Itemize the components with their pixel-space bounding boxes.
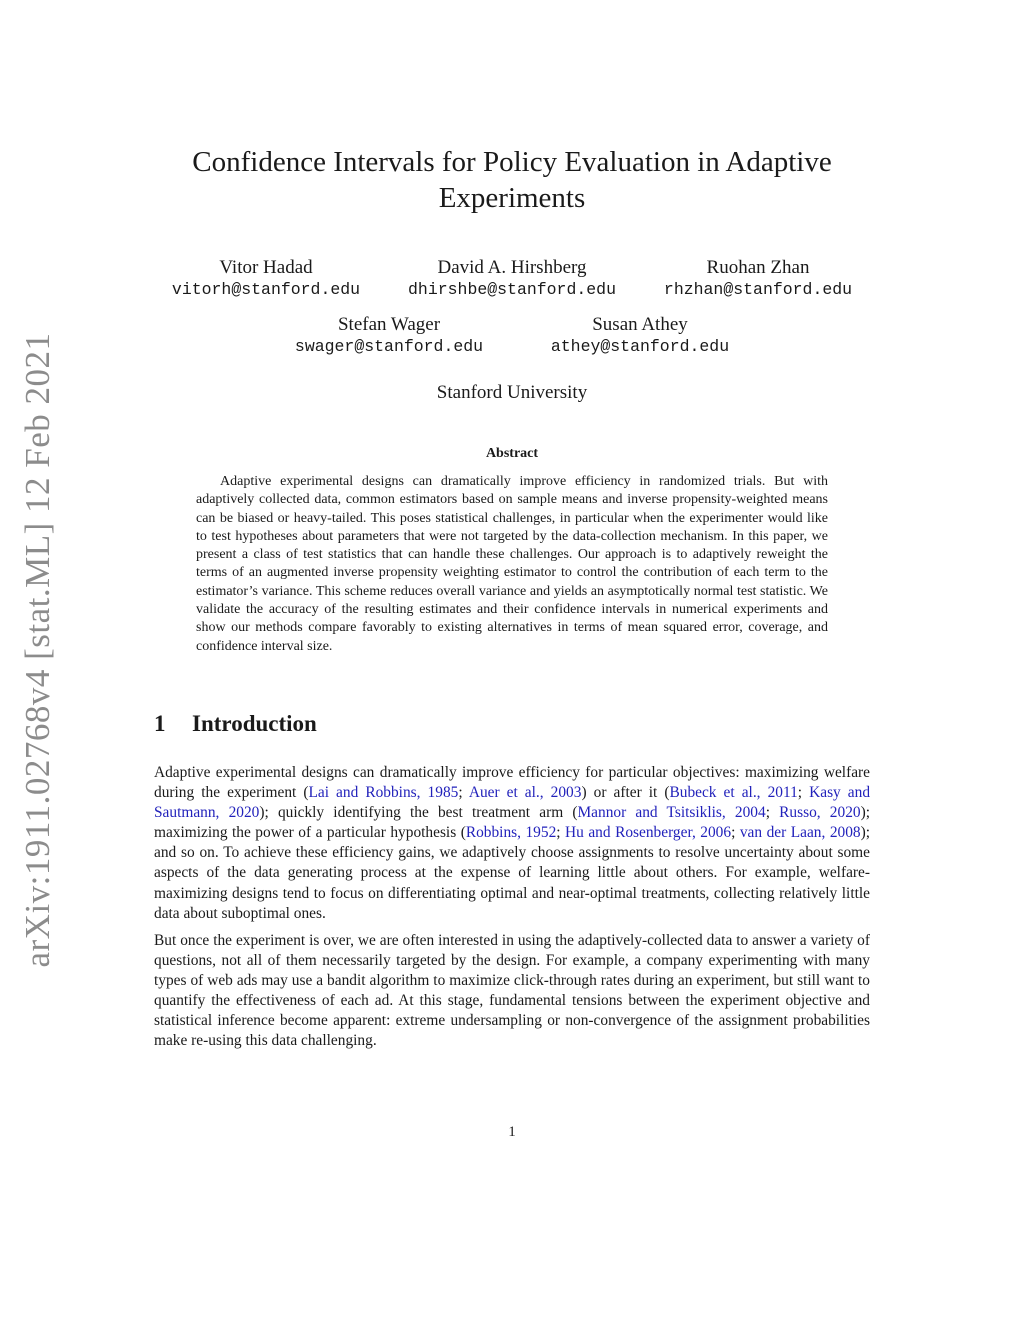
text-run: Adaptive experimental designs can dramatically improve efficiency for particular objectives: maximizing welfare during the experiment ( [154, 764, 870, 802]
introduction-body [154, 763, 870, 1058]
citation-link[interactable]: Bubeck et al., 2011 [669, 784, 798, 802]
author-name: David A. Hirshberg [437, 257, 587, 278]
citation-link[interactable]: Auer et al., 2003 [468, 784, 582, 802]
author-email[interactable]: rhzhan@stanford.edu [663, 280, 853, 299]
citation-link[interactable]: Hu and Rosenberger, 2006 [565, 824, 732, 842]
paragraph-2: But once the experiment is over, we are often interested in using the adaptively-collected data to answer a variety of questions, not all of them necessarily targeted by the design. For example, a company experimenting with many types of web ads may use a bandit algorithm to maximize click-through rates during an experiment, but still want to quantify the effectiveness of each ad. At this stage, fundamental tensions between the experiment objective and statistical inference become apparent: extreme undersampling or non-convergence of the assignment probabilities make re-using this data challenging. [154, 931, 870, 1050]
text-run: ); and so on. To achieve these efficiency gains, we adaptively choose assignments to resolve uncertainty about some aspects of the data generating process at the expense of learning little about others. For example, welfare-maximizing designs tend to focus on differentiating optimal and near-optimal treatments, collecting relatively little data about suboptimal ones. [154, 824, 871, 922]
arxiv-sidebar [8, 332, 68, 968]
author-block [382, 256, 642, 301]
text-run: ; [556, 824, 566, 842]
arxiv-identifier: arXiv:1911.02768v4 [stat.ML] 12 Feb 2021 [18, 332, 57, 968]
text-run: ; [458, 784, 469, 802]
author-name: Ruohan Zhan [706, 257, 810, 278]
citation-link[interactable]: Lai and Robbins, 1985 [308, 784, 459, 802]
author-email[interactable]: swager@stanford.edu [294, 337, 484, 356]
section-number: 1 [154, 711, 166, 736]
author-email[interactable]: vitorh@stanford.edu [171, 280, 361, 299]
author-email[interactable]: athey@stanford.edu [550, 337, 730, 356]
affiliation: Stanford University [436, 382, 588, 403]
paper-title [150, 144, 874, 216]
author-block [510, 313, 770, 358]
paragraph-1 [154, 763, 870, 924]
author-name: Susan Athey [592, 314, 688, 335]
text-run: ); quickly identifying the best treatment arm ( [259, 804, 578, 822]
author-block [259, 313, 519, 358]
abstract-body [196, 473, 828, 656]
page-number: 1 [508, 1124, 516, 1140]
title-line-1: Confidence Intervals for Policy Evaluation in Adaptive [192, 146, 832, 178]
text-run: ; [731, 824, 740, 842]
author-block [628, 256, 888, 301]
author-email[interactable]: dhirshbe@stanford.edu [408, 280, 616, 299]
citation-link[interactable]: Russo, 2020 [779, 804, 861, 822]
text-run: ) or after it ( [581, 784, 670, 802]
abstract-text: Adaptive experimental designs can dramatically improve efficiency in randomized trials. But with adaptively collected data, common estimators based on sample means and inverse propensity-weighted means can be biased or heavy-tailed. This poses statistical challenges, in particular when the experimenter would like to test hypotheses about parameters that were not targeted by the data-collection mechanism. In this paper, we present a class of test statistics that can handle these challenges. Our approach is to adaptively reweight the terms of an augmented inverse propensity weighting estimator to control the contribution of each term to the estimator’s variance. This scheme reduces overall variance and yields an asymptotically normal test statistic. We validate the accuracy of the resulting estimates and their confidence intervals in numerical experiments and show our methods compare favorably to existing alternatives in terms of mean squared error, coverage, and confidence interval size. [196, 474, 828, 654]
author-block [136, 256, 396, 301]
title-line-2: Experiments [438, 182, 586, 214]
citation-link[interactable]: van der Laan, 2008 [739, 824, 861, 842]
author-name: Stefan Wager [337, 314, 441, 335]
citation-link[interactable]: Mannor and Tsitsiklis, 2004 [577, 804, 766, 822]
section-heading [154, 711, 317, 737]
citation-link[interactable]: Robbins, 1952 [465, 824, 557, 842]
author-name: Vitor Hadad [219, 257, 313, 278]
section-title: Introduction [192, 711, 317, 736]
citation-link[interactable]: Kasy and Sautmann, 2020 [154, 784, 871, 822]
text-run: ; [765, 804, 780, 822]
abstract-heading: Abstract [485, 446, 539, 461]
text-run: ); maximizing the power of a particular hypothesis ( [154, 804, 870, 842]
text-run: ; [797, 784, 810, 802]
